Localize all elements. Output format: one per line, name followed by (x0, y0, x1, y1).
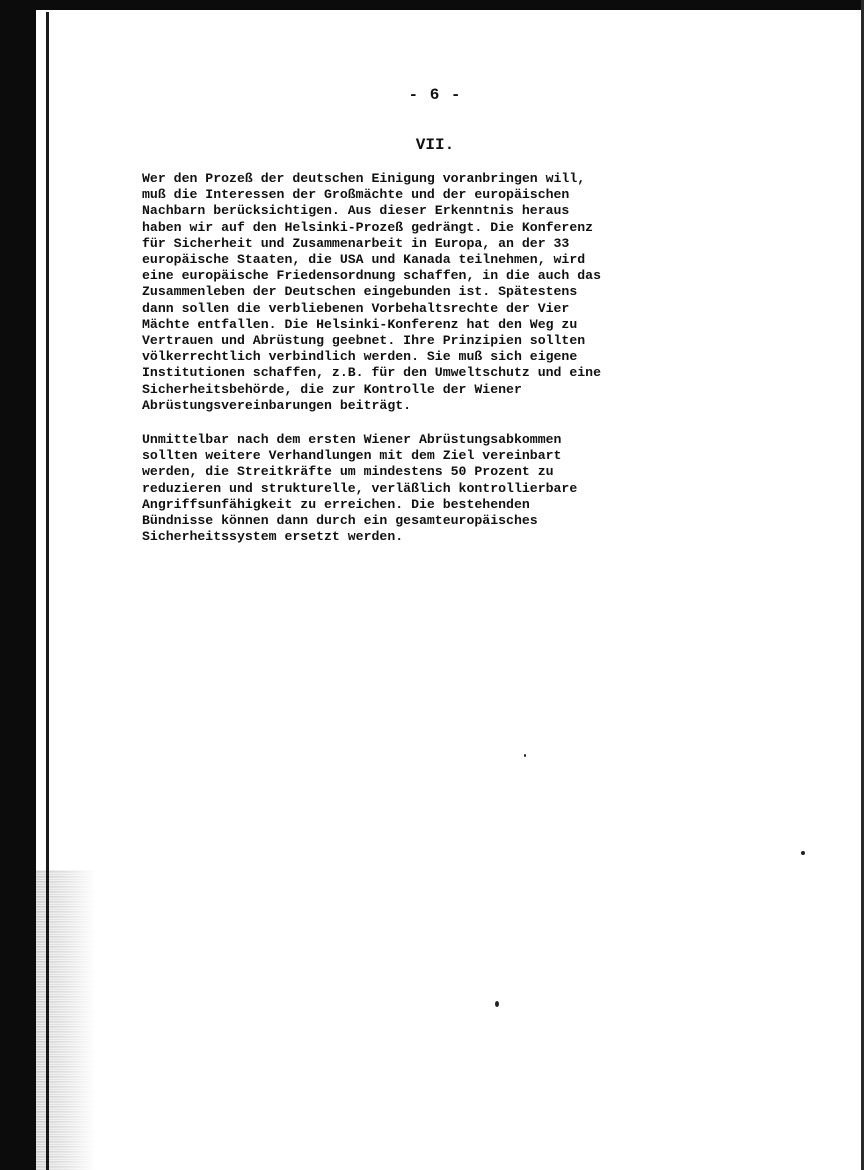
page-number: - 6 - (408, 86, 462, 104)
text-line: Unmittelbar nach dem ersten Wiener Abrüstungsabkommen (142, 432, 562, 447)
text-line: Abrüstungsvereinbarungen beiträgt. (142, 397, 412, 413)
text-line: Vertrauen und Abrüstung geebnet. Ihre Prinzipien sollten (142, 333, 586, 349)
text-line: Nachbarn berücksichtigen. Aus dieser Erkenntnis heraus (142, 203, 570, 219)
text-line: sollten weitere Verhandlungen mit dem Ziel vereinbart (142, 448, 562, 464)
text-line: europäische Staaten, die USA und Kanada teilnehmen, wird (142, 252, 586, 268)
text-line: Zusammenleben der Deutschen eingebunden ist. Spätestens (142, 284, 578, 300)
scan-speck (801, 851, 805, 855)
text-line: Mächte entfallen. Die Helsinki-Konferenz hat den Weg zu (142, 316, 578, 332)
text-line: Institutionen schaffen, z.B. für den Umweltschutz und eine (142, 365, 601, 381)
text-line: Sicherheitsbehörde, die zur Kontrolle der Wiener (142, 381, 522, 397)
text-line: reduzieren und strukturelle, verläßlich kontrollierbare (142, 480, 578, 496)
paragraph-1 (142, 171, 742, 414)
scan-border-left (0, 0, 36, 1170)
text-line: Angriffsunfähigkeit zu erreichen. Die bestehenden (142, 496, 530, 512)
scan-border-top (0, 0, 864, 10)
text-line: eine europäische Friedensordnung schaffen, in die auch das (142, 268, 601, 284)
text-line: werden, die Streitkräfte um mindestens 50 Prozent zu (142, 464, 554, 480)
text-line: Sicherheitssystem ersetzt werden. (142, 529, 404, 545)
scan-shadow (36, 870, 96, 1170)
scan-speck (524, 754, 526, 757)
section-heading: VII. (415, 136, 455, 154)
text-line: Bündnisse können dann durch ein gesamteuropäisches (142, 513, 538, 529)
text-line: haben wir auf den Helsinki-Prozeß gedrängt. Die Konferenz (142, 219, 594, 235)
text-line: für Sicherheit und Zusammenarbeit in Europa, an der 33 (142, 235, 570, 251)
text-line: völkerrechtlich verbindlich werden. Sie muß sich eigene (142, 349, 578, 365)
text-line: muß die Interessen der Großmächte und der europäischen (142, 187, 570, 203)
scan-speck (495, 1001, 499, 1007)
text-line: Wer den Prozeß der deutschen Einigung voranbringen will, (142, 171, 586, 186)
paragraph-2 (142, 432, 742, 545)
text-line: dann sollen die verbliebenen Vorbehaltsrechte der Vier (142, 300, 570, 316)
